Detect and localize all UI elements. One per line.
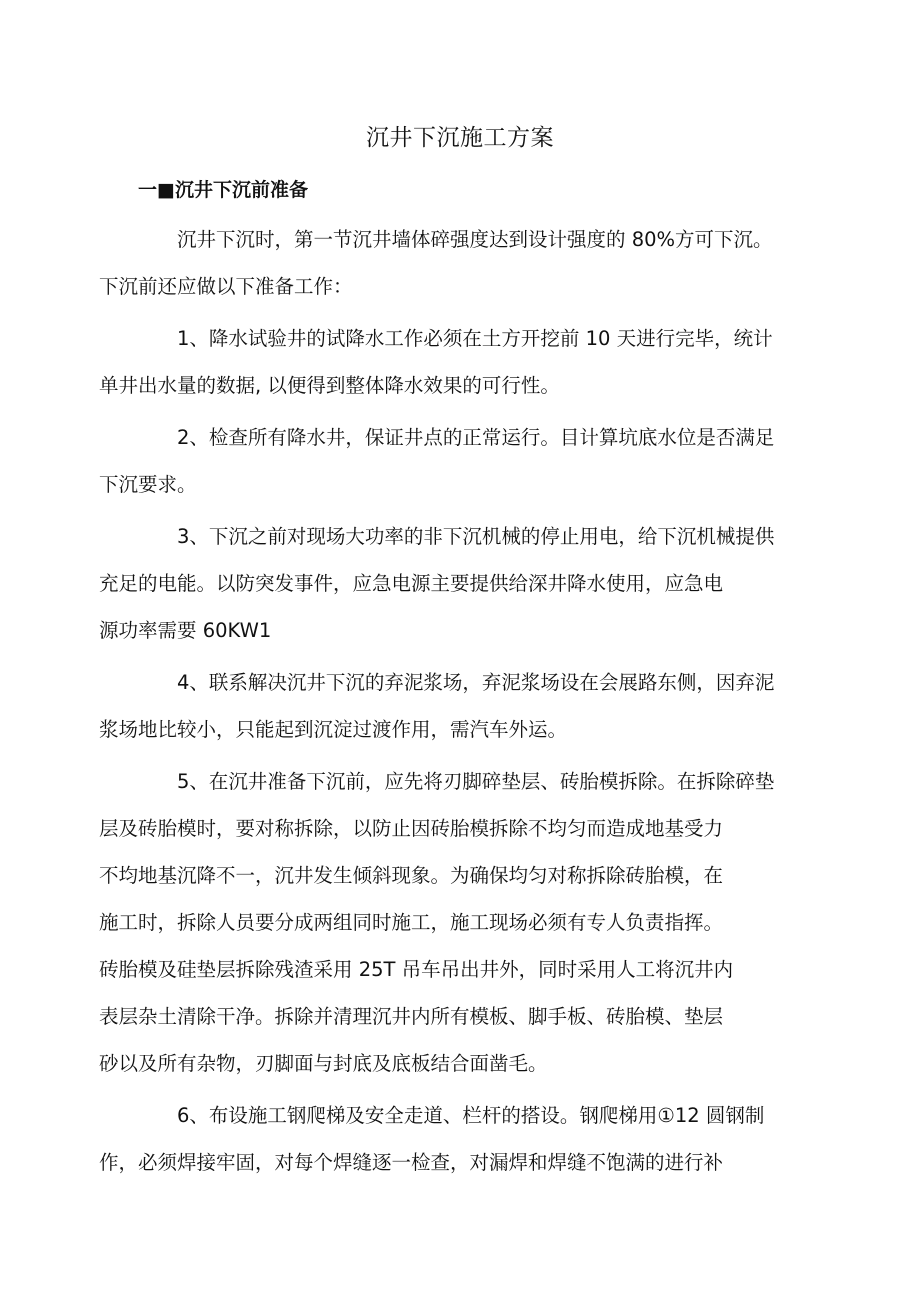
paragraph [99, 513, 790, 654]
paragraph-line: 沉井下沉时，第一节沉井墙体碎强度达到设计强度的 80%方可下沉。 [177, 228, 773, 251]
document-title: 沉井下沉施工方案 [366, 125, 554, 151]
paragraph-line: 充足的电能。以防突发事件，应急电源主要提供给深井降水使用，应急电 [99, 572, 724, 595]
paragraph [99, 758, 790, 1087]
section-heading: 一■沉井下沉前准备 [138, 179, 308, 201]
paragraph-line: 砖胎模及硅垫层拆除残渣采用 25T 吊车吊出井外，同时采用人工将沉井内 [99, 958, 734, 981]
document-body [99, 216, 790, 1191]
paragraph-line: 3、下沉之前对现场大功率的非下沉机械的停止用电，给下沉机械提供 [177, 525, 775, 548]
paragraph-line: 源功率需要 60KW1 [99, 619, 272, 642]
paragraph-line: 砂以及所有杂物，刃脚面与封底及底板结合面凿毛。 [99, 1052, 548, 1075]
paragraph-line: 施工时，拆除人员要分成两组同时施工，施工现场必须有专人负责指挥。 [99, 911, 724, 934]
paragraph [99, 216, 790, 310]
paragraph-line: 下沉要求。 [99, 473, 197, 496]
paragraph-line: 4、联系解决沉井下沉的弃泥浆场，弃泥浆场设在会展路东侧，因弃泥 [177, 671, 775, 694]
paragraph [99, 1092, 790, 1186]
paragraph [99, 414, 790, 508]
paragraph [99, 315, 790, 409]
paragraph-line: 6、布设施工钢爬梯及安全走道、栏杆的搭设。钢爬梯用①12 圆钢制 [177, 1104, 765, 1127]
paragraph-line: 5、在沉井准备下沉前，应先将刃脚碎垫层、砖胎模拆除。在拆除碎垫 [177, 770, 775, 793]
paragraph-line: 2、检查所有降水井，保证井点的正常运行。目计算坑底水位是否满足 [177, 426, 775, 449]
paragraph-line: 浆场地比较小，只能起到沉淀过渡作用，需汽车外运。 [99, 718, 568, 741]
paragraph-line: 下沉前还应做以下准备工作： [99, 275, 353, 298]
paragraph-line: 作，必须焊接牢固，对每个焊缝逐一检查，对漏焊和焊缝不饱满的进行补 [99, 1151, 724, 1174]
paragraph-line: 层及砖胎模时，要对称拆除，以防止因砖胎模拆除不均匀而造成地基受力 [99, 817, 724, 840]
paragraph-line: 不均地基沉降不一，沉井发生倾斜现象。为确保均匀对称拆除砖胎模，在 [99, 864, 724, 887]
paragraph-line: 单井出水量的数据, 以便得到整体降水效果的可行性。 [99, 374, 560, 397]
paragraph-line: 表层杂土清除干净。拆除并清理沉井内所有模板、脚手板、砖胎模、垫层 [99, 1005, 724, 1028]
paragraph [99, 659, 790, 753]
paragraph-line: 1、降水试验井的试降水工作必须在土方开挖前 10 天进行完毕，统计 [177, 327, 773, 350]
